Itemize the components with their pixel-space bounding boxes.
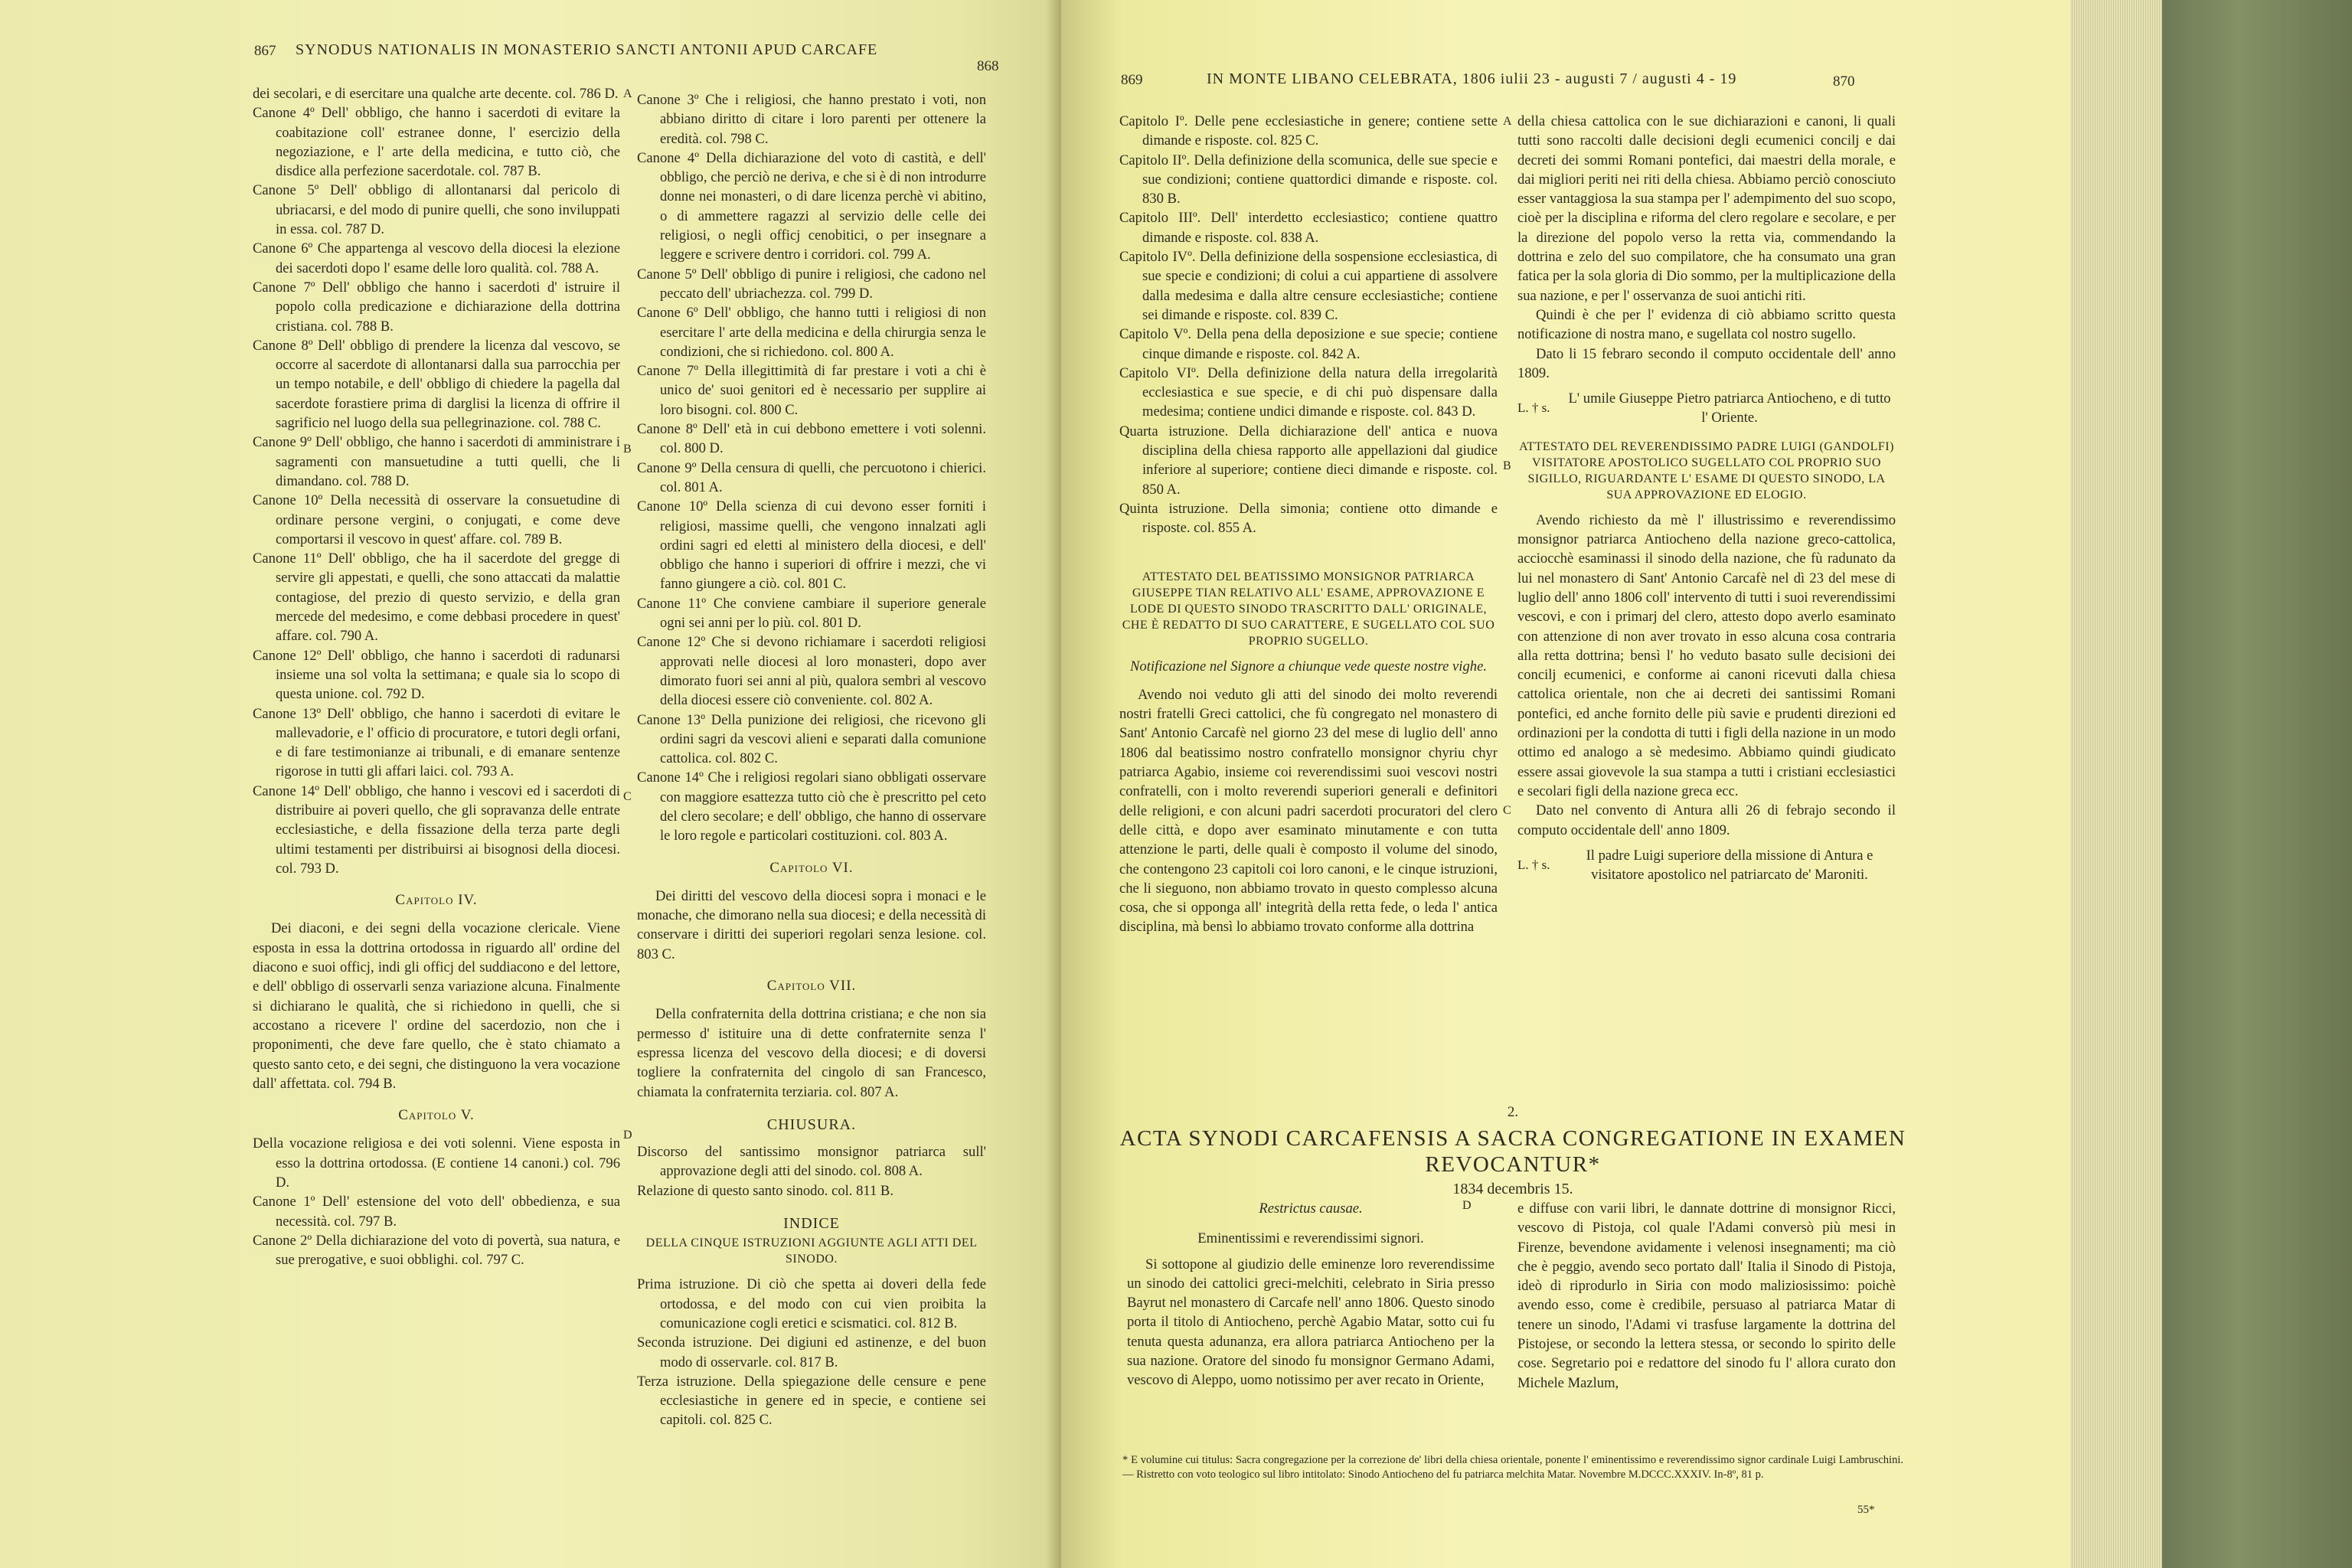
canon-entry: Canone 13º Dell' obbligo, che hanno i sacerdoti di evitare le mallevadorie, e l' officio di procuratore, e tutori degli orfani, e di fare testimonianze ai tribunali, e di emanare sentenze rigorose in tutti gli affari laici. col. 793 A. xyxy=(253,705,620,780)
signature-text: L' umile Giuseppe Pietro patriarca Antiocheno, e di tutto l' Oriente. xyxy=(1568,390,1891,426)
right-column-4 xyxy=(1517,112,1896,890)
chapter-heading: Capitolo VI. xyxy=(769,859,854,876)
index-entry: Quarta istruzione. Della dichiarazione dell' antica e nuova disciplina della chiesa rapporto alle appellazioni dal giudice inferiore al superiore; contiene dieci dimande e risposte. col. 850 A. xyxy=(1119,423,1498,498)
margin-letter: C xyxy=(623,790,632,803)
canon-entry: Canone 9º Dell' obbligo, che hanno i sacerdoti di amministrare i sagramenti con mansuetudine a tutti quelli, che li dimandano. col. 788 D. xyxy=(253,434,620,489)
canon-entry: Canone 10º Della necessità di osservare la consuetudine di ordinare persone vergini, o conjugati, e come deve comportarsi il vescovo in quest' affare. col. 789 B. xyxy=(253,492,620,547)
acta-date: 1834 decembris 15. xyxy=(1452,1181,1573,1197)
page-number-868: 868 xyxy=(977,58,999,74)
canon-entry: Canone 5º Dell' obbligo di allontanarsi dal pericolo di ubriacarsi, e del modo di punire quelli, che sono inviluppati in essa. col. 787 D. xyxy=(253,182,620,238)
canon-entry: Canone 5º Dell' obbligo di punire i religiosi, che cadono nel peccato dell' ubriachezza. col. 799 D. xyxy=(637,266,986,302)
body-text: Si sottopone al giudizio delle eminenze loro reverendissime un sinodo dei cattolici greci-melchiti, celebrato in Siria presso Bayrut nel monastero di Carcafe nell' anno 1806. Questo sinodo porta il titolo di Antiocheno, perchè Agabio Matar, sotto cui fu tenuta questa adunanza, era allora patriarca Antiocheno per la sua nazione. Oratore del sinodo fu monsignor Germano Adami, vescovo di Aleppo, uomo notissimo per aver recato in Oriente, xyxy=(1127,1256,1494,1389)
index-entry: Capitolo IVº. Della definizione della sospensione ecclesiastica, di sue specie e condizioni; di colui a cui appartiene di assolvere dalla medesima e dalla altre censure ecclesiastiche; contiene sei dimande e risposte. col. 839 C. xyxy=(1119,249,1498,323)
index-entry: Capitolo Iº. Delle pene ecclesiastiche in genere; contiene sette dimande e risposte. col. 825 C. xyxy=(1119,113,1498,149)
chapter-heading: Capitolo IV. xyxy=(395,892,478,909)
left-page xyxy=(0,0,1061,1568)
notification-line: Notificazione nel Signore a chiunque vede queste nostre vighe. xyxy=(1130,658,1487,675)
left-running-head: SYNODUS NATIONALIS IN MONASTERIO SANCTI ANTONII APUD CARCAFE xyxy=(296,41,878,58)
attestation-date: Dato li 15 febraro secondo il computo occidentale dell' anno 1809. xyxy=(1517,345,1896,381)
index-entry: Capitolo IIº. Della definizione della scomunica, delle sue specie e sue condizioni; contiene quattordici dimande e risposte. col. 830 B. xyxy=(1119,152,1498,207)
attestation-text: Avendo richiesto da mè l' illustrissimo e reverendissimo monsignor patriarca Antiocheno della nazione greco-cattolica, acciocchè esaminassi il sinodo della nazione, che fù radunato da lui nel monastero di Sant' Antonio Carcafè nel dì 23 del mese di luglio dell' anno 1806 coll' intervento di tutti i suoi reverendissimi vescovi, e con i primarj del clero, attesto dopo averlo esaminato con attenzione di non aver trovato in esso alcuna cosa contraria alla retta dottrina; bensì l' ho veduto basato sulle decisioni dei concilj ecumenici, e conforme ai canoni ricevuti dalla chiesa cattolica orientale, non che ai decreti dei santissimi Romani pontefici, ed anche fornito delle più savie e prudenti direzioni ed ordinazioni per la condotta di tutti i figli della nazione in un modo ottimo ed analogo a sè medesimo. Abbiamo quindi giudicato essere assai giovevole la sua stampa a tutti i cristiani ecclesiastici e secolari figli della nazione greca ecc. xyxy=(1517,511,1896,799)
closing-heading: CHIUSURA. xyxy=(766,1116,857,1133)
margin-letter: D xyxy=(1462,1199,1472,1212)
salutation: Eminentissimi e reverendissimi signori. xyxy=(1197,1230,1424,1247)
index-entry: Capitolo VIº. Della definizione della natura della irregolarità ecclesiastica e sue specie, e di chi può dispensare dalla medesima; contiene undici dimande e risposte. col. 843 D. xyxy=(1119,364,1498,420)
margin-letter: B xyxy=(623,443,632,456)
chapter-summary: Della confraternita della dottrina cristiana; e che non sia permesso d' istituire una di dette confraternite senza l' espressa licenza del vescovo della diocesi; e di doversi togliere la confraternita del cingolo di san Francesco, chiamata la confraternita terziaria. col. 807 A. xyxy=(637,1006,986,1100)
index-heading: INDICE xyxy=(783,1215,840,1233)
signature-block xyxy=(1517,389,1896,428)
canon-entry: Canone 3º Che i religiosi, che hanno prestato i voti, non abbiano diritto di citare i loro parenti per ottenere la eredità. col. 798 C. xyxy=(637,92,986,147)
canon-entry: Canone 14º Che i religiosi regolari siano obbligati osservare con maggiore esattezza tutto ciò che è prescritto pel ceto del clero secolare; e dell' obbligo, che hanno di osservare le loro regole e particolari costituzioni. col. 803 A. xyxy=(637,769,986,844)
right-column-3-lower xyxy=(1127,1199,1494,1390)
index-entry: Capitolo IIIº. Dell' interdetto ecclesiastico; contiene quattro dimande e risposte. col. 838 A. xyxy=(1119,210,1498,246)
footnote: * E volumine cui titulus: Sacra congregazione per la correzione de' libri della chiesa orientale, ponente l' eminentissimo e reverendissimo signor cardinale Luigi Lambruschini. — Ristretto con voto teologico sul libro intitolato: Sinodo Antiocheno del fu patriarca melchita Matar. Novembre M.DCCC.XXXIV. In-8º, 81 p. xyxy=(1122,1454,1903,1481)
right-page xyxy=(1061,0,2070,1568)
index-entry: Quinta istruzione. Della simonia; contiene otto dimande e risposte. col. 855 A. xyxy=(1119,500,1498,537)
signature-text: Il padre Luigi superiore della missione di Antura e visitatore apostolico nel patriarcato de' Maroniti. xyxy=(1586,847,1873,884)
attestation-text: della chiesa cattolica con le sue dichiarazioni e canoni, li quali tutti sono raccolti dalle decisioni degli ecumenici concilj e dai decreti dei sommi Romani pontefici, dai maestri della morale, e dai migliori periti nei riti della chiesa. Abbiamo perciò conosciuto esser vantaggiosa la sua stampa per l' adempimento del suo scopo, cioè per la disciplina e riforma del clero regolare e secolare, e per la direzione del popolo verso la retta via, commendando la dottrina e zelo del suo compilatore, che ha consumato una gran fatica per la sola gloria di Dio sommo, per la multiplicazione della sua nazione, e per l' osservanza de suoi antichi riti. xyxy=(1517,113,1896,304)
canon-entry: Canone 11º Dell' obbligo, che ha il sacerdote del gregge di servire gli appestati, e quelli, che sono attaccati da malattie contagiose, del prezio di questo servizio, e della gran mercede del medesimo, e come debbasi procedere in quest' affare. col. 790 A. xyxy=(253,550,620,645)
canon-entry: Canone 8º Dell' obbligo di prendere la licenza dal vescovo, se occorre al sacerdote di allontanarsi dalla sua parrocchia per un tempo notabile, e dell' obbligo di chiedere la pagella dal sacerdote forastiere prima di darglisi la licenza di offrire il sagrificio nel luogo della sua pellegrinazione. col. 788 C. xyxy=(253,337,620,432)
acta-title: ACTA SYNODI CARCAFENSIS A SACRA CONGREGATIONE IN EXAMEN REVOCANTUR* xyxy=(1119,1126,1906,1177)
index-entry: Terza istruzione. Della spiegazione delle censure e pene ecclesiastiche in genere ed in specie, e contiene sei capitoli. col. 825 C. xyxy=(637,1373,986,1429)
acta-header xyxy=(1107,1104,1919,1198)
seal-mark: L. † s. xyxy=(1517,857,1550,872)
page-edges xyxy=(2070,0,2162,1568)
right-column-3 xyxy=(1119,112,1498,937)
index-entry: Capitolo Vº. Della pena della deposizione e sue specie; contiene cinque dimande e risposte. col. 842 A. xyxy=(1119,326,1498,362)
canon-entry: Canone 6º Dell' obbligo, che hanno tutti i religiosi di non esercitare l' arte della medicina e della chirurgia senza le condizioni, che si richiedono. col. 800 A. xyxy=(637,305,986,360)
canon-entry: Canone 2º Della dichiarazione del voto di povertà, sua natura, e sue prerogative, e suoi obblighi. col. 797 C. xyxy=(253,1232,620,1269)
page-number-870: 870 xyxy=(1833,74,1855,90)
margin-letter: B xyxy=(1503,459,1511,472)
chapter-heading: Capitolo V. xyxy=(398,1107,475,1124)
canon-entry: dei secolari, e di esercitare una qualche arte decente. col. 786 D. xyxy=(253,86,619,102)
margin-letter: C xyxy=(1503,804,1511,817)
left-column-1 xyxy=(253,84,620,1270)
restrictus-heading: Restrictus causae. xyxy=(1259,1200,1363,1217)
margin-letter: A xyxy=(623,87,632,100)
section-number: 2. xyxy=(1507,1104,1519,1120)
canon-entry: Canone 13º Della punizione dei religiosi, che ricevono gli ordini sagri da vescovi alieni e separati dalla comunione cattolica. col. 802 C. xyxy=(637,711,986,767)
canon-entry: Canone 14º Dell' obbligo, che hanno i vescovi ed i sacerdoti di distribuire ai poveri quello, che gli sopravanza delle entrate ecclesiastiche, e della fissazione della terza parte degli ultimi testamenti per distribuirsi ai bisognosi della diocesi. col. 793 D. xyxy=(253,782,620,877)
attestation-text: Quindi è che per l' evidenza di ciò abbiamo scritto questa notificazione di nostra mano, e sugellata col nostro sugello. xyxy=(1517,306,1896,343)
margin-letter: A xyxy=(1503,115,1512,128)
page-number-867: 867 xyxy=(254,43,276,59)
body-text: e diffuse con varii libri, le dannate dottrine di monsignor Ricci, vescovo di Pistoja, col quale l'Adami conversò più mesi in Firenze, bevendone avidamente i velenosi insegnamenti; ma ciò che è peggio, avendo seco portato dall' Italia il Sinodo di Pistoja, ideò di riprodurlo in Siria con modo maliziosissimo: poichè avendo esso, come è credibile, persuaso al patriarca Matar di tenere un sinodo, l'Adami vi trasfuse largamente la dottrina del Pistojese, or secondo la lettera stessa, or secondo lo spirito delle cose. Segretario poi e redattore del sinodo fu l' allora curato don Michele Mazlum, xyxy=(1517,1200,1896,1391)
right-running-head: IN MONTE LIBANO CELEBRATA, 1806 iulii 23 - augusti 7 / augusti 4 - 19 xyxy=(1207,70,1737,87)
book-cover xyxy=(2162,0,2352,1568)
chapter-summary: Dei diaconi, e dei segni della vocazione clericale. Viene esposta in essa la dottrina ortodossa in riguardo all' ordine del diacono e suoi officj, indi gli officj del suddiacono e del lettore, e dell' obbligo di osservarli senza variazione alcuna. Finalmente si dichiarano le qualità, che si richiedono in quelli, che si accostano a ricevere l' ordine del sacerdozio, non che i proponimenti, che deve fare quello, che è stato chiamato a questo santo ceto, e dei segni, che distinguono la vera vocazione dall' affettata. col. 794 B. xyxy=(253,920,620,1092)
chapter-summary: Della vocazione religiosa e dei voti solenni. Viene esposta in esso la dottrina ortodossa. (E contiene 14 canoni.) col. 796 D. xyxy=(253,1135,620,1191)
attestation-heading: ATTESTATO DEL REVERENDISSIMO PADRE LUIGI (GANDOLFI) VISITATORE APOSTOLICO SUGELLATO COL PROPRIO SUO SIGILLO, RIGUARDANTE L' ESAME DI QUESTO SINODO, LA SUA APPROVAZIONE ED ELOGIO. xyxy=(1519,439,1894,501)
right-column-4-lower xyxy=(1517,1199,1896,1393)
index-entry: Seconda istruzione. Dei digiuni ed astinenze, e del buon modo di osservarle. col. 817 B. xyxy=(637,1334,986,1370)
attestation-heading: ATTESTATO DEL BEATISSIMO MONSIGNOR PATRIARCA GIUSEPPE TIAN RELATIVO ALL' ESAME, APPROVAZIONE E LODE DI QUESTO SINODO TRASCRITTO DALL' ORIGINALE, CHE È REDATTO DI SUO CARATTERE, E SUGELLATO COL SUO PROPRIO SUGELLO. xyxy=(1122,570,1495,648)
canon-entry: Canone 7º Dell' obbligo che hanno i sacerdoti d' istruire il popolo colla predicazione e dichiarazione della dottrina cristiana. col. 788 B. xyxy=(253,279,620,335)
index-subheading: DELLA CINQUE ISTRUZIONI AGGIUNTE AGLI ATTI DEL SINODO. xyxy=(645,1236,978,1266)
closing-entry: Relazione di questo santo sinodo. col. 811 B. xyxy=(637,1182,893,1199)
canon-entry: Canone 12º Dell' obbligo, che hanno i sacerdoti di radunarsi insieme una sol volta la settimana; e quale sia lo scopo di questa unione. col. 792 D. xyxy=(253,647,620,703)
canon-entry: Canone 1º Dell' estensione del voto dell' obbedienza, e sua necessità. col. 797 B. xyxy=(253,1194,620,1230)
signature-block xyxy=(1517,846,1896,885)
closing-entry: Discorso del santissimo monsignor patriarca sull' approvazione degli atti del sinodo. col. 808 A. xyxy=(637,1144,986,1180)
sheet-signature: 55* xyxy=(1857,1504,1875,1516)
margin-letter: D xyxy=(623,1129,632,1142)
attestation-text: Avendo noi veduto gli atti del sinodo dei molto reverendi nostri fratelli Greci cattolici, che fù congregato nel monastero di Sant' Antonio Carcafè nel giorno 23 del mese di luglio dell' anno 1806 dal beatissimo nostro confratello monsignor chyriu chyr patriarca Agabio, insieme coi reverendissimi suoi vescovi nostri confratelli, con i molto reverendi superiori generali e definitori delle religioni, e con alcuni padri sacerdoti procuratori del clero delle città, e dopo aver esaminato minutamente e con tutta attenzione le parti, delle quali è composto il volume del sinodo, che contengono 23 capitoli coi loro canoni, e le cinque istruzioni, che li sieguono, non abbiamo trovato in questo complesso alcuna cosa, che si opponga all' integrità della retta fede, o leda l' antica disciplina, mà bensì lo abbiamo trovato conforme alla dottrina xyxy=(1119,686,1498,936)
chapter-heading: Capitolo VII. xyxy=(766,978,857,995)
canon-entry: Canone 4º Della dichiarazione del voto di castità, e dell' obbligo, che perciò ne deriva, e che si è di non introdurre donne nei monasteri, o di dare licenza perchè vi abitino, o di ammettere ragazzi al servizio delle celle dei religiosi, o negli officj cenobitici, o per insegnare a leggere e scrivere dentro i corridori. col. 799 A. xyxy=(637,149,986,263)
canon-entry: Canone 9º Della censura di quelli, che percuotono i chierici. col. 801 A. xyxy=(637,459,986,495)
left-column-2 xyxy=(637,90,986,1430)
index-entry: Prima istruzione. Di ciò che spetta ai doveri della fede ortodossa, e del modo con cui vien proibita la comunicazione cogli eretici e scismatici. col. 812 B. xyxy=(637,1276,986,1331)
canon-entry: Canone 10º Della scienza di cui devono esser forniti i religiosi, massime quelli, che vengono innalzati agli ordini sagri ed eletti al ministero della diocesi, e dell' obbligo che hanno i superiori di offrire i mezzi, che vi fanno giungere a ciò. col. 801 C. xyxy=(637,498,986,593)
canon-entry: Canone 6º Che appartenga al vescovo della diocesi la elezione dei sacerdoti dopo l' esame delle loro qualità. col. 788 A. xyxy=(253,240,620,276)
canon-entry: Canone 12º Che si devono richiamare i sacerdoti religiosi approvati nelle diocesi al loro monasteri, dopo aver dimorato fuori sei anni al più, qualora sembri al vescovo della diocesi essere ciò conveniente. col. 802 A. xyxy=(637,634,986,709)
seal-mark: L. † s. xyxy=(1517,400,1550,416)
canon-entry: Canone 11º Che conviene cambiare il superiore generale ogni sei anni per lo più. col. 801 D. xyxy=(637,595,986,632)
chapter-summary: Dei diritti del vescovo della diocesi sopra i monaci e le monache, che dimorano nella sua diocesi; e della necessità di conservare i diritti dei superiori regolari senza lesione. col. 803 C. xyxy=(637,887,986,962)
attestation-date: Dato nel convento di Antura alli 26 di febrajo secondo il computo occidentale dell' anno 1809. xyxy=(1517,802,1896,838)
page-number-869: 869 xyxy=(1121,72,1143,88)
canon-entry: Canone 7º Della illegittimità di far prestare i voti a chi è unico de' suoi genitori ed è necessario per supplire ai loro bisogni. col. 800 C. xyxy=(637,363,986,418)
canon-entry: Canone 8º Dell' età in cui debbono emettere i voti solenni. col. 800 D. xyxy=(637,421,986,457)
canon-entry: Canone 4º Dell' obbligo, che hanno i sacerdoti di evitare la coabitazione coll' estranee donne, l' esercizio della negoziazione, e l' arte della medicina, e tutto ciò, che disdice alla perfezione sacerdotale. col. 787 B. xyxy=(253,105,620,180)
